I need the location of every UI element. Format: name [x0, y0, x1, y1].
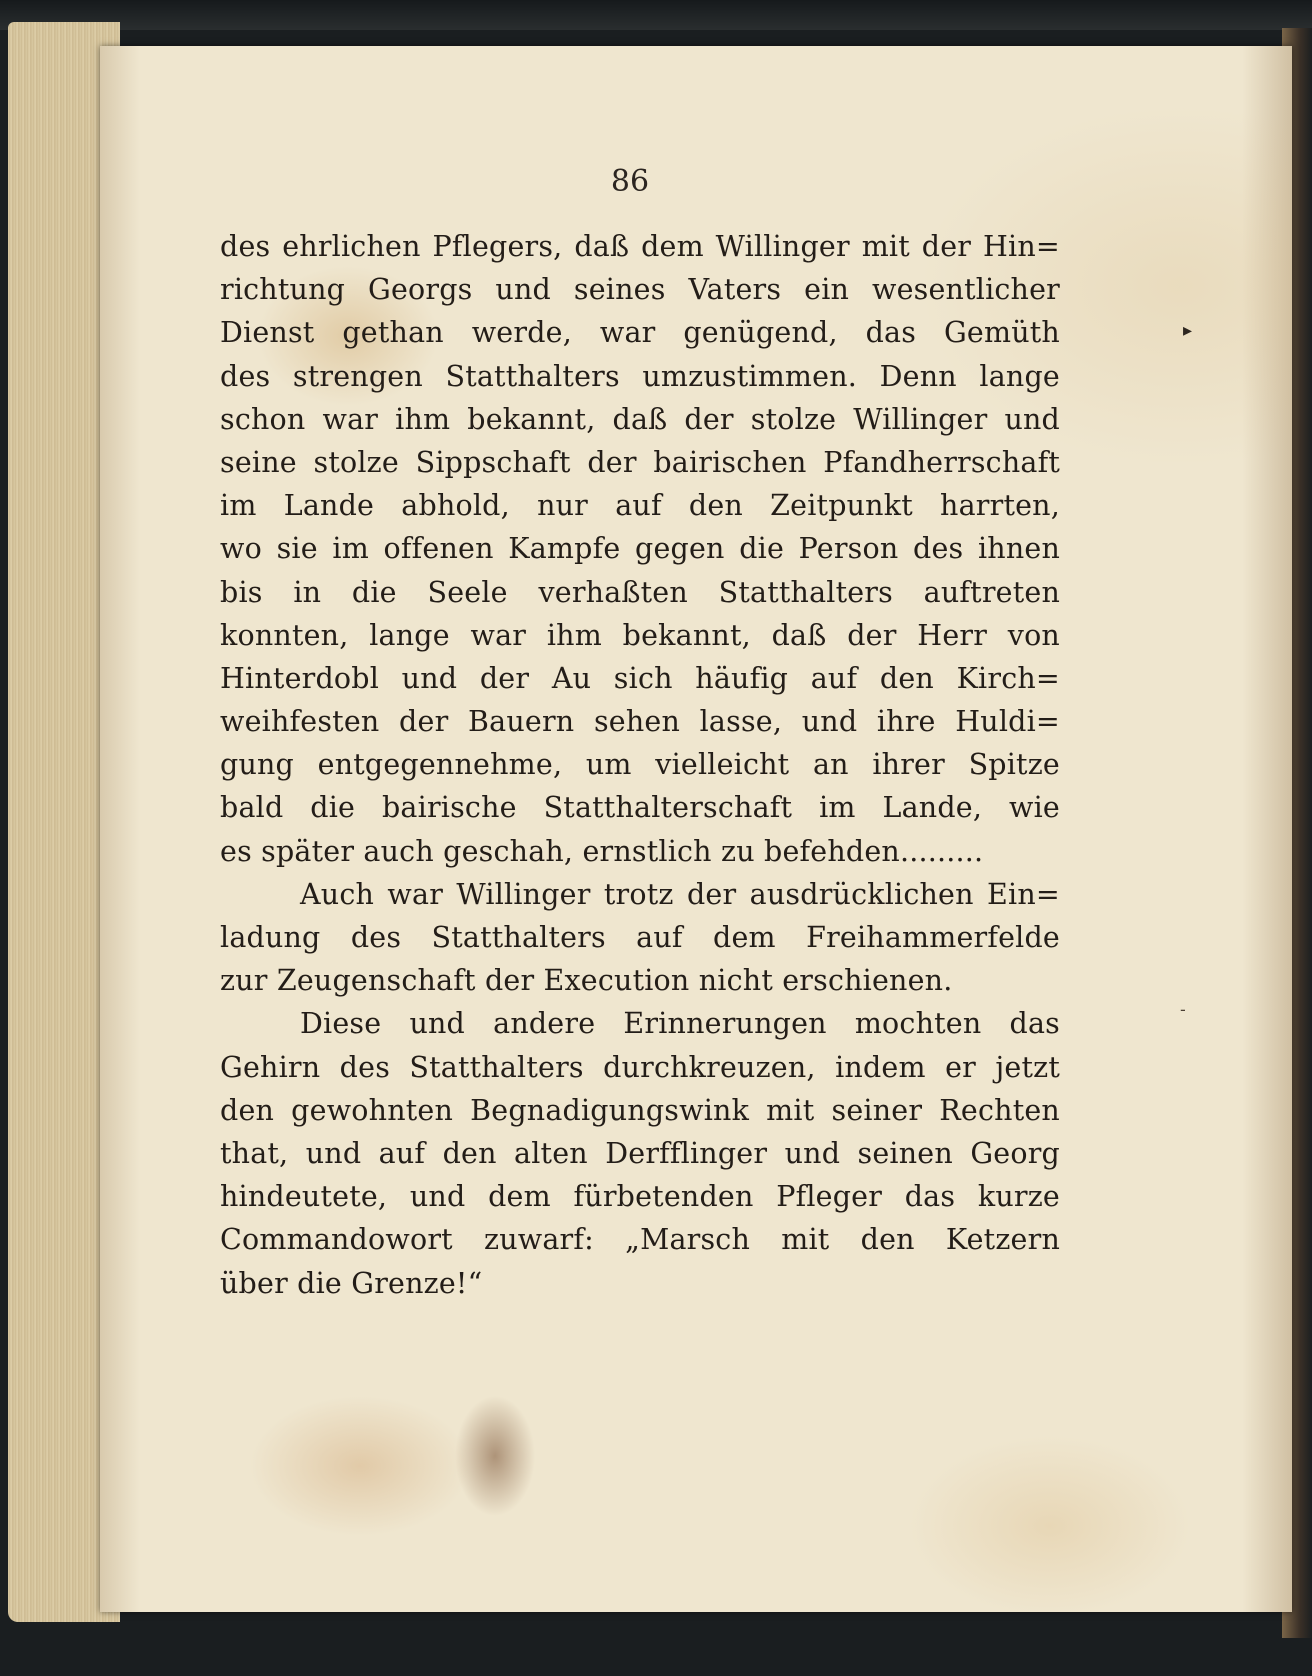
text-line: richtung Georgs und seines Vaters ein wesentlicher — [220, 273, 1060, 307]
text-line: Commandowort zuwarf: „Marsch mit den Ketzern — [220, 1223, 1060, 1257]
text-line: Hinterdobl und der Au sich häufig auf den Kirch= — [220, 661, 1060, 695]
text-line: im Lande abhold, nur auf den Zeitpunkt harrten, — [220, 489, 1060, 523]
text-line: hindeutete, und dem fürbetenden Pfleger das kurze — [220, 1180, 1060, 1214]
text-line: des ehrlichen Pflegers, daß dem Willinger mit der Hin= — [220, 230, 1060, 263]
margin-dash: - — [1180, 1000, 1186, 1019]
margin-mark: ▸ — [1183, 320, 1193, 341]
text-line: es später auch geschah, ernstlich zu befehden......... — [220, 834, 984, 868]
text-line: schon war ihm bekannt, daß der stolze Willinger und — [220, 402, 1060, 436]
text-line: Gehirn des Statthalters durchkreuzen, indem er jetzt — [220, 1050, 1060, 1084]
text-line: wo sie im offenen Kampfe gegen die Person des ihnen — [220, 532, 1060, 566]
text-line: über die Grenze!“ — [220, 1266, 483, 1300]
text-line: ladung des Statthalters auf dem Freihammerfelde — [220, 921, 1060, 954]
text-line: weihfesten der Bauern sehen lasse, und ihre Huldi= — [220, 705, 1060, 739]
text-line: gung entgegennehme, um vielleicht an ihrer Spitze — [220, 748, 1060, 782]
text-line: bald die bairische Statthalterschaft im Lande, wie — [220, 791, 1060, 825]
text-line: seine stolze Sippschaft der bairischen Pfandherrschaft — [220, 445, 1060, 479]
text-line: des strengen Statthalters umzustimmen. Denn lange — [220, 359, 1060, 393]
text-line: Dienst gethan werde, war genügend, das Gemüth — [220, 316, 1060, 350]
text-line: Auch war Willinger trotz der ausdrücklichen Ein= — [300, 877, 1060, 911]
book-cover-top — [0, 0, 1312, 30]
text-line: zur Zeugenschaft der Execution nicht erschienen. — [220, 964, 953, 998]
text-line: bis in die Seele verhaßten Statthalters auftreten — [220, 575, 1060, 609]
text-line: konnten, lange war ihm bekannt, daß der Herr von — [220, 618, 1060, 652]
text-line: that, und auf den alten Derfflinger und seinen Georg — [220, 1136, 1060, 1170]
page-number: 86 — [610, 164, 650, 199]
body-text — [220, 225, 1060, 1305]
text-line: den gewohnten Begnadigungswink mit seiner Rechten — [220, 1093, 1060, 1127]
text-line: Diese und andere Erinnerungen mochten das — [300, 1007, 1060, 1041]
